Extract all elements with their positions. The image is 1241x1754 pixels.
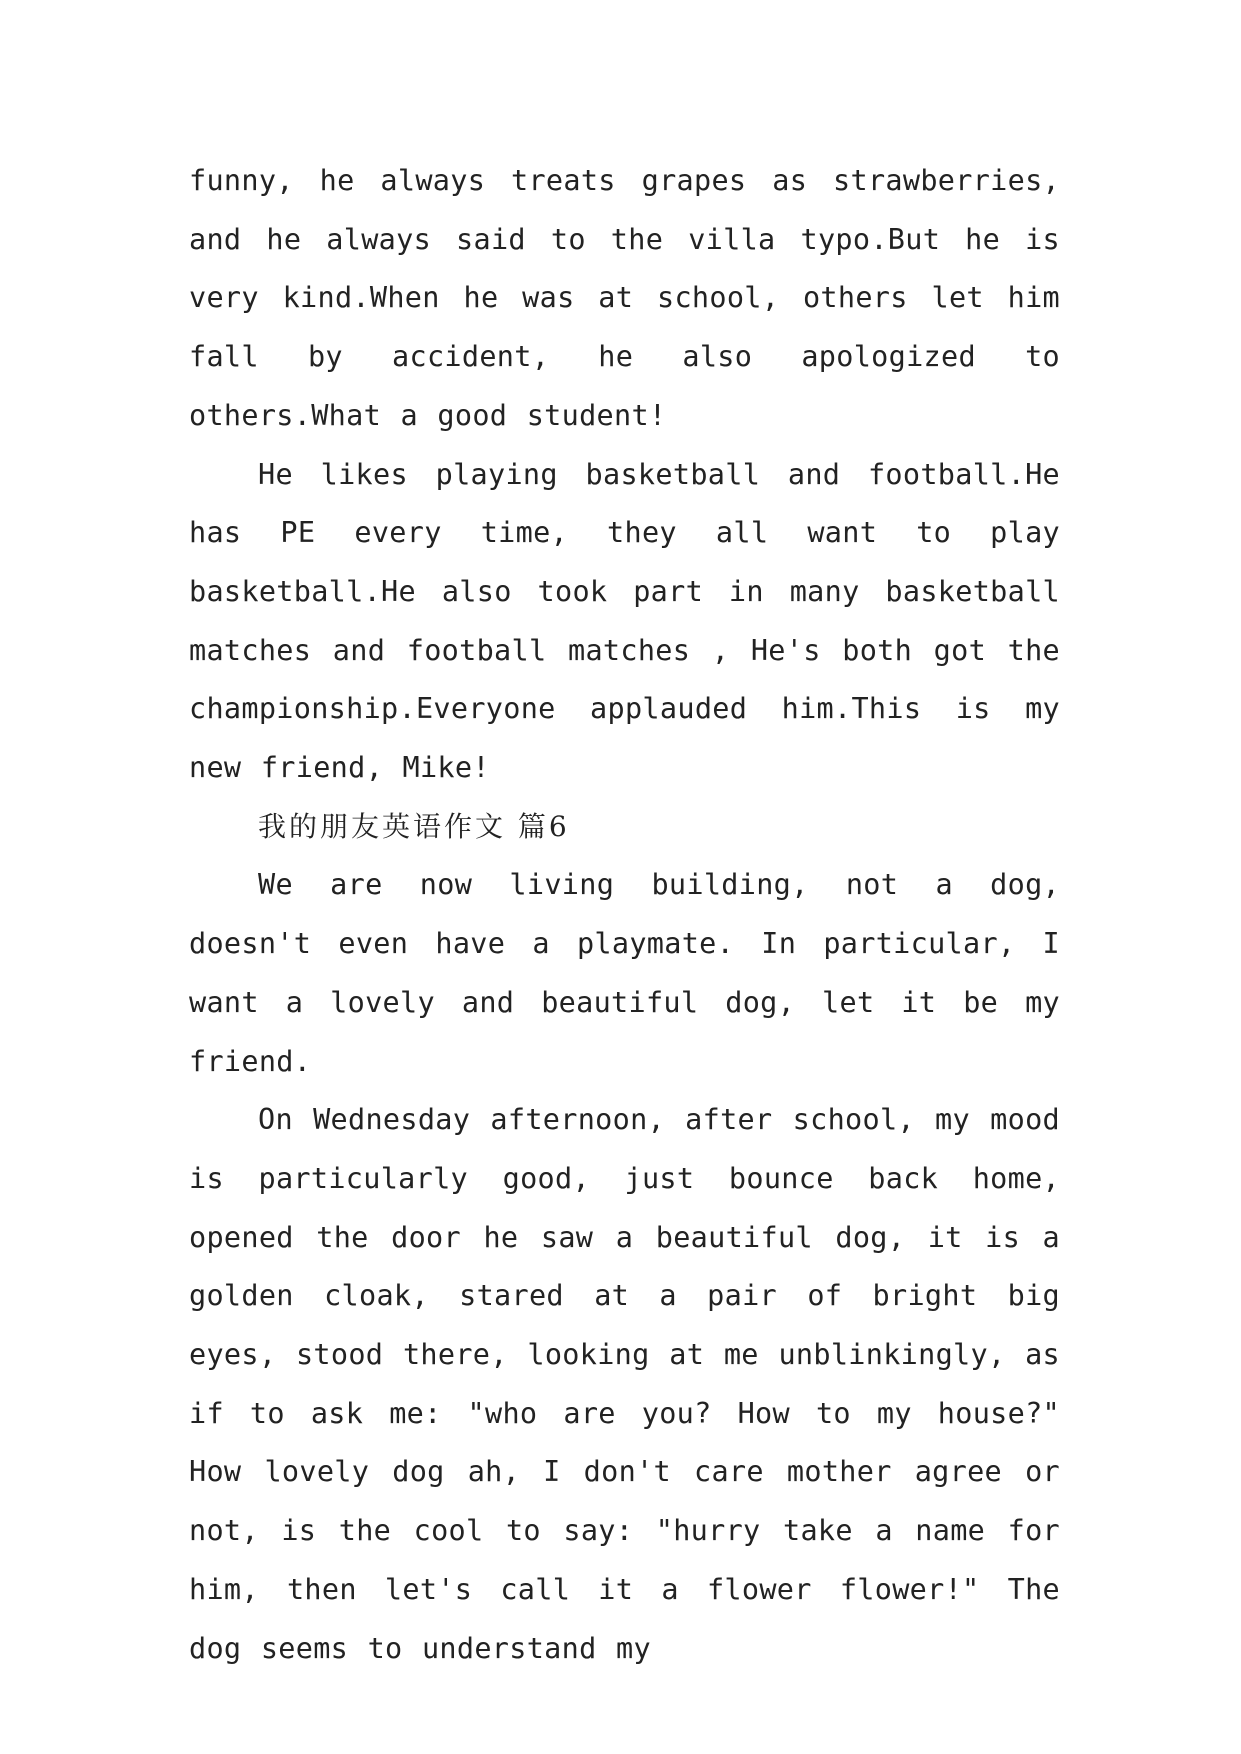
paragraph-1: funny, he always treats grapes as strawberries, and he always said to the villa typo.But he is very kind.When he was at school, others let him fall by accident, he also apologized to others.What a good student! (189, 164, 1060, 432)
paragraph-4: On Wednesday afternoon, after school, my mood is particularly good, just bounce back home, opened the door he saw a beautiful dog, it is a golden cloak, stared at a pair of bright big eyes, stood there, looking at me unblinkingly, as if to ask me: "who are you? How to my house?" How lovely dog ah, I don't care mother agree or not, is the cool to say: "hurry take a name for him, then let's call it a flower flower!" The dog seems to understand my (189, 1103, 1060, 1665)
section-heading: 我的朋友英语作文 篇6 (258, 809, 570, 843)
paragraph-3: We are now living building, not a dog, doesn't even have a playmate. In particular, I want a lovely and beautiful dog, let it be my friend. (189, 868, 1060, 1078)
paragraph-2: He likes playing basketball and football.He has PE every time, they all want to play basketball.He also took part in many basketball matches and football matches , He's both got the championship.Everyone applauded him.This is my new friend, Mike! (189, 457, 1060, 785)
document-body (189, 152, 1060, 1678)
